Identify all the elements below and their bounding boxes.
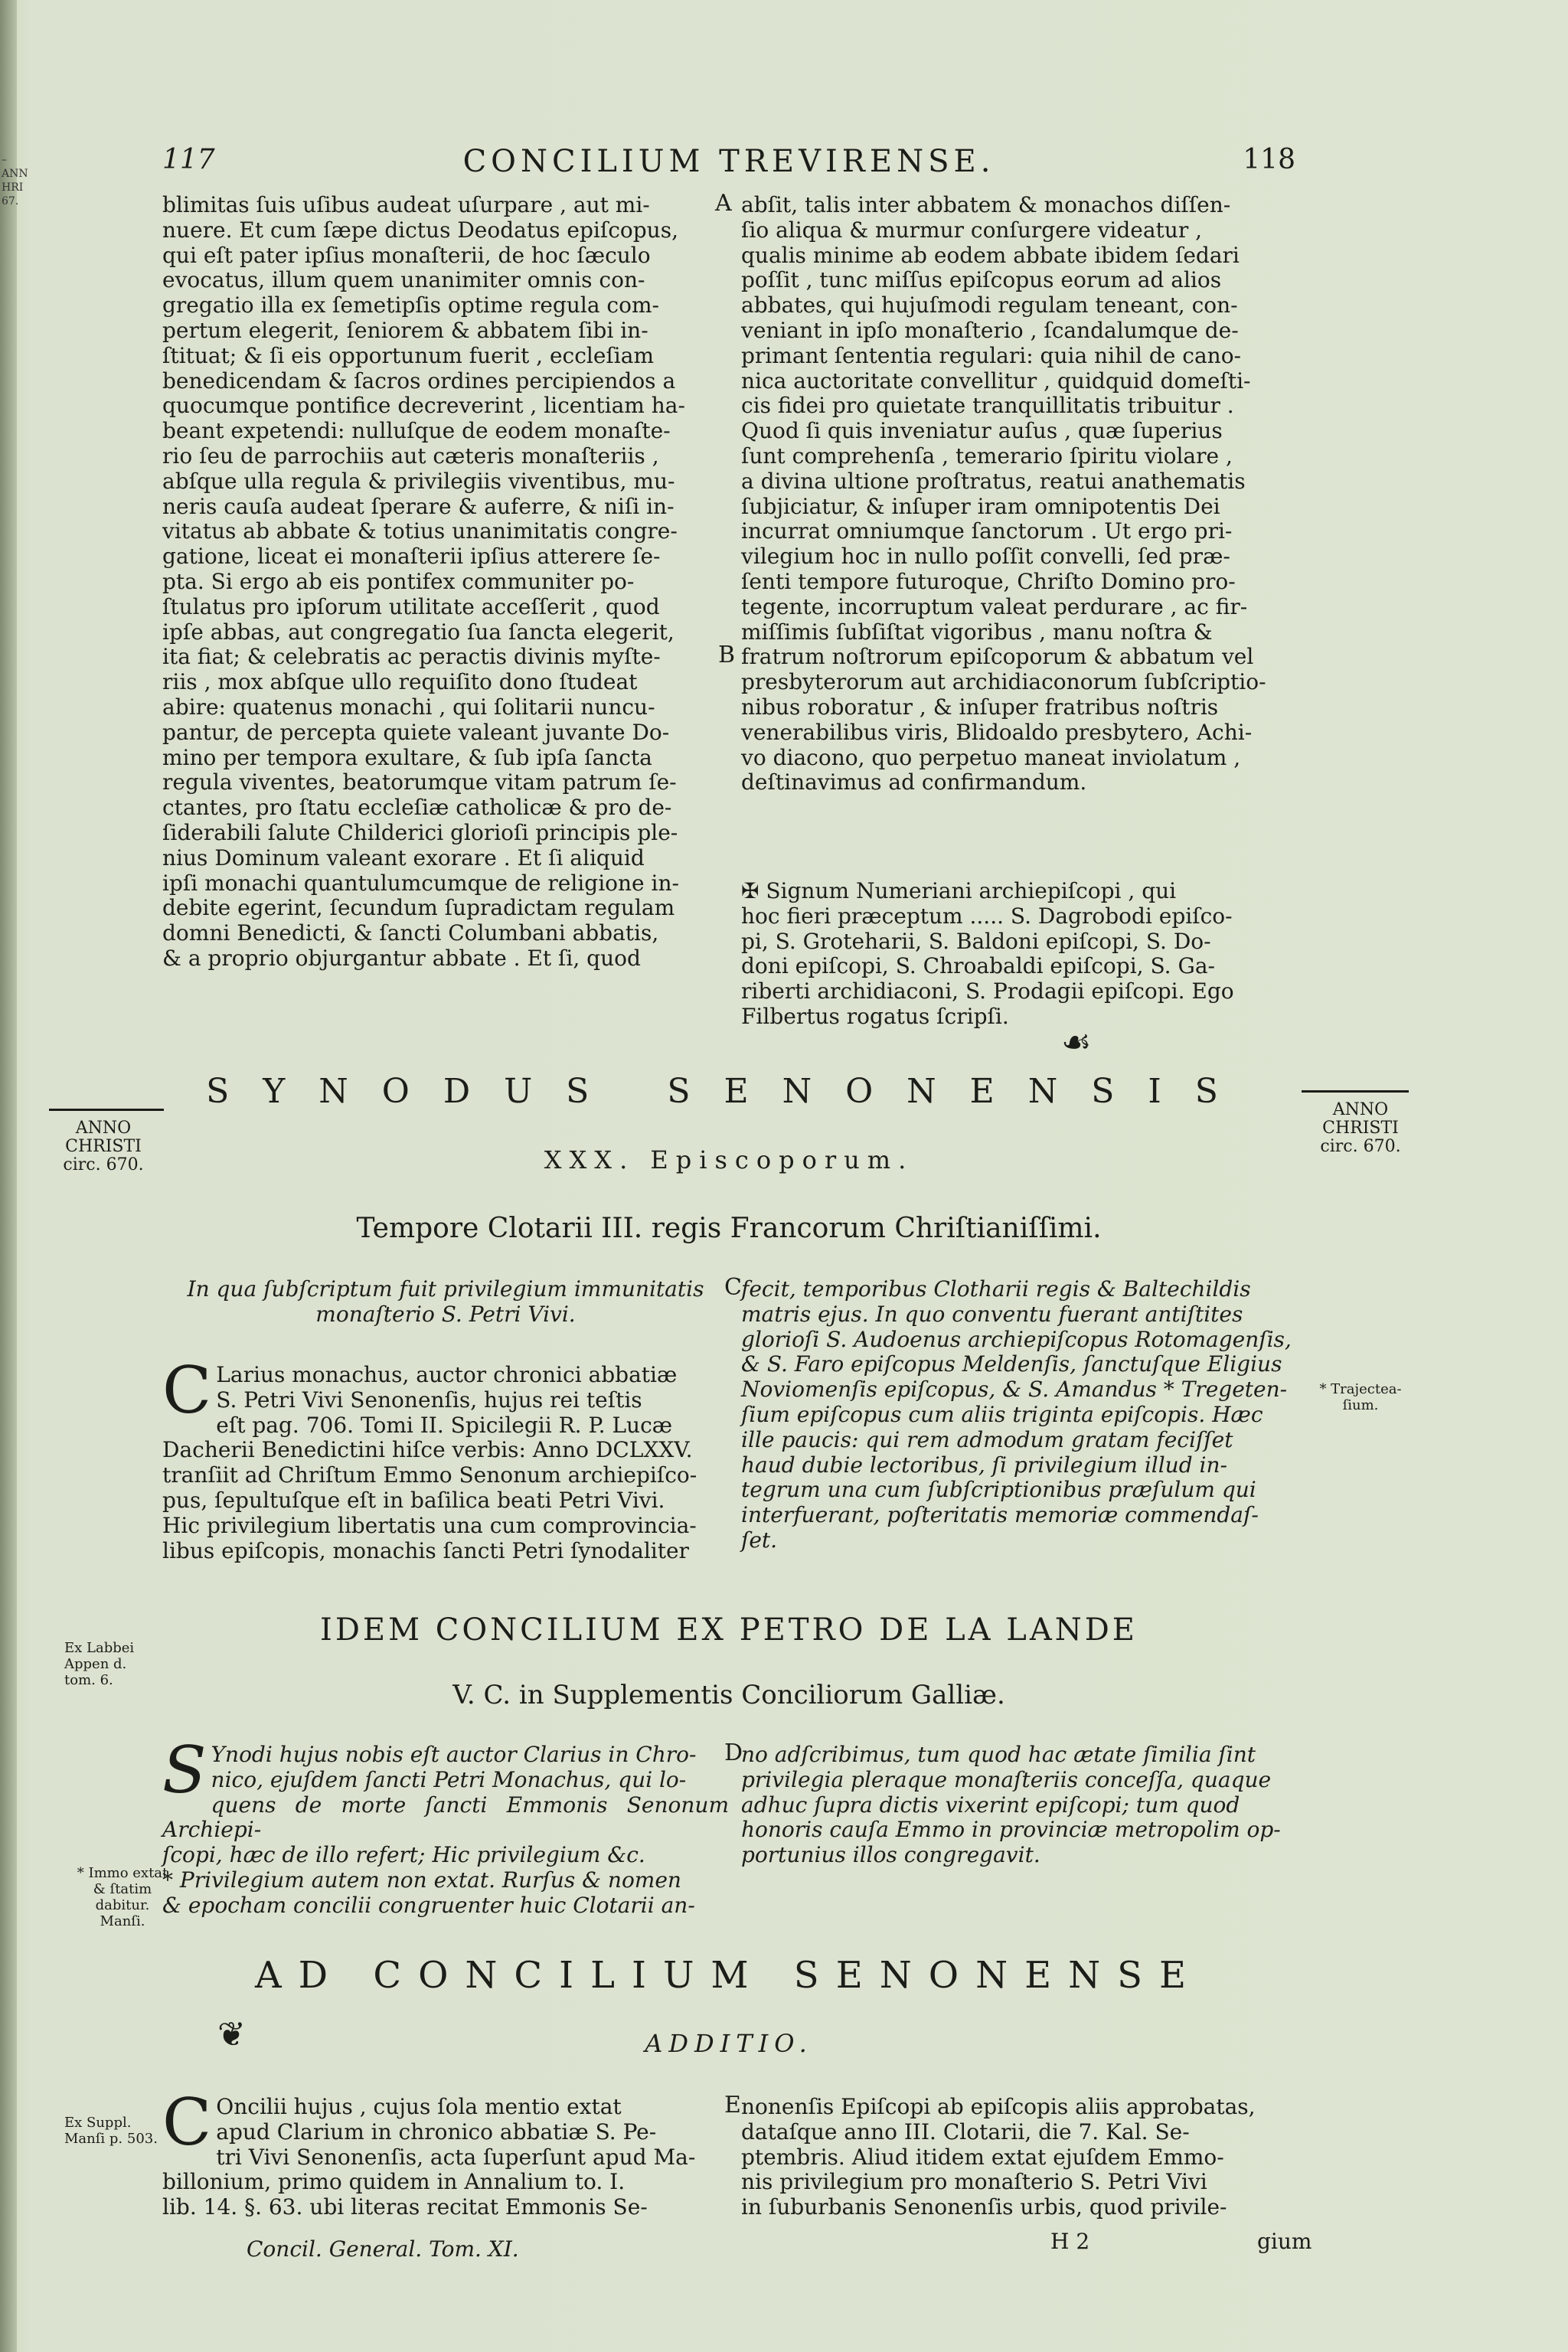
text-line: gregatio illa ex ſemetipſis optime regula com- bbox=[162, 292, 659, 318]
note-line: Ex Labbei bbox=[64, 1640, 135, 1656]
text-line: primant ſententia regulari: quia nihil de cano- bbox=[741, 342, 1242, 368]
idem-subtitle: V. C. in Supplementis Conciliorum Galliæ. bbox=[452, 1680, 1005, 1710]
text-line: incurrat omniumque ſanctorum . Ut ergo pri- bbox=[741, 518, 1233, 544]
text-line: a divina ultione proſtratus, reatui anathematis bbox=[741, 468, 1246, 494]
binding-gutter bbox=[0, 0, 17, 2352]
additio-left-column bbox=[162, 2085, 729, 2220]
text-line: qualis minime ab eodem abbate ibidem ſedari bbox=[741, 242, 1240, 268]
note-line: * Trajectea- bbox=[1319, 1381, 1402, 1397]
additio-subtitle: ADDITIO. bbox=[645, 2029, 813, 2058]
text-line: presbyterorum aut archidiaconorum ſubſcriptio- bbox=[741, 669, 1266, 695]
text-line: lib. 14. §. 63. ubi literas recitat Emmonis Se- bbox=[162, 2194, 648, 2220]
anno-line: circ. 670. bbox=[63, 1155, 144, 1174]
text-line: abire: quatenus monachi , qui ſolitarii nuncu- bbox=[162, 694, 655, 720]
signum-block bbox=[741, 879, 1302, 1030]
text-line: haud dubie lectoribus, ſi privilegium illud in- bbox=[741, 1452, 1227, 1478]
text-line: monaſterio S. Petri Vivi. bbox=[315, 1301, 576, 1327]
text-line: nibus roboratur , & inſuper fratribus noſtris bbox=[741, 694, 1219, 720]
immo-note bbox=[61, 1865, 184, 1929]
trajectensium-note bbox=[1311, 1381, 1410, 1413]
text-line: Dacherii Benedictini hiſce verbis: Anno DCLXXV. bbox=[162, 1437, 693, 1463]
text-line: tegente, incorruptum valeat perdurare , ac fir- bbox=[741, 593, 1248, 619]
text-line: ſubjiciatur, & inſuper iram omnipotentis Dei bbox=[741, 493, 1220, 519]
text-line: tranſiit ad Chriſtum Emmo Senonum archiepiſco- bbox=[162, 1462, 697, 1488]
note-line: Manſi p. 503. bbox=[64, 2131, 158, 2147]
text-line: miſſimis ſubſiſtat vigoribus , manu noſtra & bbox=[741, 619, 1213, 645]
anno-line: CHRISTI bbox=[1322, 1119, 1399, 1138]
text-line: S. Petri Vivi Senonenſis, hujus rei teſtis bbox=[216, 1387, 642, 1413]
text-line: ſunt comprehenſa , temerario ſpiritu violare , bbox=[741, 443, 1233, 469]
text-line: rio ſeu de parrochiis aut cæteris monaſteriis , bbox=[162, 443, 659, 469]
catchword: gium bbox=[1257, 2229, 1312, 2254]
rule-left bbox=[49, 1109, 164, 1111]
running-title: CONCILIUM TREVIRENSE. bbox=[462, 144, 995, 179]
text-line: ſcopi, hæc de illo refert; Hic privilegium &c. bbox=[162, 1842, 645, 1868]
text-line: ipſi monachi quantulumcumque de religione in- bbox=[162, 870, 679, 896]
synodus-subtitle: XXX. Episcoporum. bbox=[544, 1145, 914, 1174]
text-line: apud Clarium in chronico abbatiæ S. Pe- bbox=[216, 2118, 657, 2145]
text-line: ſtituat; & ſi eis opportunum fuerit , eccleſiam bbox=[162, 342, 655, 368]
text-line: Hic privilegium libertatis una cum comprovincia- bbox=[162, 1512, 697, 1538]
section1-right-column bbox=[741, 193, 1302, 795]
text-line: quocumque pontifice decreverint , licentiam ha- bbox=[162, 393, 685, 419]
text-line: ptembris. Aliud itidem extat ejuſdem Emmo- bbox=[741, 2144, 1224, 2170]
text-line: in ſuburbanis Senonenſis urbis, quod privile- bbox=[741, 2194, 1227, 2220]
signum-line: ✠ Signum Numeriani archiepiſcopi , qui bbox=[741, 878, 1177, 903]
text-line: beant expetendi: nulluſque de eodem monaſte- bbox=[162, 418, 671, 444]
text-line: ctantes, pro ſtatu eccleſiæ catholicæ & pro de- bbox=[162, 795, 672, 821]
note-line: Appen d. bbox=[64, 1656, 127, 1672]
hand-ornament-icon: ☙ bbox=[1061, 1023, 1092, 1062]
text-line: cis fidei pro quietate tranquillitatis tribuitur . bbox=[741, 393, 1234, 419]
anno-line: ANNO bbox=[75, 1119, 132, 1138]
text-line: domni Benedicti, & ſancti Columbani abbatis, bbox=[162, 920, 659, 946]
text-line: mino per tempora exultare, & ſub ipſa ſancta bbox=[162, 744, 652, 770]
dropcap-s: S bbox=[162, 1733, 207, 1808]
synodus-title: SYNODUS SENONENSIS bbox=[206, 1072, 1252, 1111]
idem-right-column bbox=[741, 1743, 1302, 1868]
text-line: & epocham concilii congruenter huic Clotarii an- bbox=[162, 1892, 695, 1918]
text-line: ſiderabili ſalute Childerici glorioſi principis ple- bbox=[162, 819, 678, 845]
text-line: abſit, talis inter abbatem & monachos diſſen- bbox=[741, 192, 1231, 217]
text-line: fratrum noſtrorum epiſcoporum & abbatum vel bbox=[741, 644, 1254, 670]
text-line: vilegium hoc in nullo poſſit convelli, ſed præ- bbox=[741, 544, 1230, 570]
text-line: glorioſi S. Audoenus archiepiſcopus Rotomagenſis, bbox=[741, 1326, 1292, 1352]
note-line: ſium. bbox=[1342, 1397, 1379, 1413]
anno-christi-left bbox=[46, 1119, 161, 1174]
text-line: tri Vivi Senonenſis, acta ſuperſunt apud Ma- bbox=[216, 2144, 696, 2170]
text-line: evocatus, illum quem unanimiter omnis con- bbox=[162, 267, 645, 293]
synodus-intro-right bbox=[741, 1277, 1302, 1553]
text-line: Ynodi hujus nobis eſt auctor Clarius in Chro- bbox=[211, 1742, 697, 1767]
text-line: nonenſis Epiſcopi ab epiſcopis aliis approbatas, bbox=[741, 2094, 1256, 2119]
text-line: benedicendam & ſacros ordines percipiendos a bbox=[162, 368, 676, 394]
text-line: dataſque anno III. Clotarii, die 7. Kal. Se- bbox=[741, 2118, 1190, 2145]
margin-letter-e: E bbox=[724, 2092, 741, 2118]
text-line: abbates, qui hujuſmodi regulam teneant, con- bbox=[741, 292, 1238, 318]
margin-letter-d: D bbox=[724, 1740, 743, 1766]
text-line: ille paucis: qui rem admodum gratam feciſſet bbox=[741, 1426, 1233, 1452]
gutter-mark: – bbox=[2, 154, 7, 166]
text-line: privilegia pleraque monaſteriis conceſſa, quaque bbox=[741, 1766, 1272, 1792]
footer-volume: Concil. General. Tom. XI. bbox=[247, 2236, 519, 2262]
section1-left-column bbox=[162, 193, 729, 972]
text-line: fecit, temporibus Clotharii regis & Baltechildis bbox=[741, 1276, 1251, 1302]
idem-left-column bbox=[162, 1733, 729, 1919]
text-line: ſio aliqua & murmur conſurgere videatur , bbox=[741, 217, 1203, 243]
page-number-left: 117 bbox=[162, 144, 215, 175]
text-line: neris cauſa audeat ſperare & auferre, & niſi in- bbox=[162, 493, 675, 519]
text-line: vitatus ab abbate & totius unanimitatis congre- bbox=[162, 518, 678, 544]
text-line: debite egerint, ſecundum ſupradictam regulam bbox=[162, 895, 675, 921]
text-line: gatione, liceat ei monaſterii ipſius atterere ſe- bbox=[162, 544, 661, 570]
anno-christi-right bbox=[1311, 1101, 1410, 1156]
additio-right-column bbox=[741, 2095, 1302, 2220]
text-line: portunius illos congregavit. bbox=[741, 1842, 1040, 1868]
signum-line: riberti archidiaconi, S. Prodagii epiſcopi. Ego bbox=[741, 978, 1234, 1004]
text-line: quens de morte ſancti Emmonis Senonum Archiepi- bbox=[162, 1792, 729, 1843]
text-line: honoris cauſa Emmo in provinciæ metropolim op- bbox=[741, 1817, 1281, 1843]
text-line: blimitas ſuis uſibus audeat uſurpare , aut mi- bbox=[162, 192, 650, 217]
text-line: no adſcribimus, tum quod hac ætate ſimilia ſint bbox=[741, 1742, 1256, 1767]
text-line: Oncilii hujus , cujus ſola mentio extat bbox=[216, 2094, 622, 2119]
text-line: pta. Si ergo ab eis pontifex communiter po- bbox=[162, 568, 635, 594]
synodus-intro-left bbox=[162, 1277, 729, 1328]
text-line: venerabilibus viris, Blidoaldo presbytero, Achi- bbox=[741, 719, 1253, 745]
gutter-mark: ANN bbox=[2, 168, 28, 180]
signature-mark: H 2 bbox=[1050, 2229, 1090, 2254]
idem-title: IDEM CONCILIUM EX PETRO DE LA LANDE bbox=[320, 1612, 1138, 1648]
text-line: vo diacono, quo perpetuo maneat inviolatum , bbox=[741, 744, 1241, 770]
page-number-right: 118 bbox=[1243, 144, 1295, 175]
text-line: ſet. bbox=[741, 1527, 778, 1553]
margin-letter-b: B bbox=[718, 642, 736, 668]
text-line: & a proprio objurgantur abbate . Et ſi, quod bbox=[162, 945, 641, 971]
text-line: Larius monachus, auctor chronici abbatiæ bbox=[216, 1362, 678, 1387]
note-line: dabitur. bbox=[95, 1897, 150, 1913]
margin-letter-a: A bbox=[715, 190, 732, 217]
anno-line: CHRISTI bbox=[65, 1137, 142, 1156]
text-line: poſſit , tunc miſſus epiſcopus eorum ad alios bbox=[741, 267, 1222, 293]
synodus-tempore: Tempore Clotarii III. regis Francorum Chriſtianiſſimi. bbox=[356, 1213, 1102, 1244]
text-line: libus epiſcopis, monachis ſancti Petri ſynodaliter bbox=[162, 1537, 689, 1563]
text-line: pus, ſepultuſque eſt in baſilica beati Petri Vivi. bbox=[162, 1487, 665, 1513]
text-line: & S. Faro epiſcopus Meldenſis, ſanctuſque Eligius bbox=[741, 1351, 1282, 1377]
text-line: deſtinavimus ad confirmandum. bbox=[741, 769, 1087, 795]
text-line: ipſe abbas, aut congregatio ſua ſancta elegerit, bbox=[162, 619, 675, 645]
text-line: abſque ulla regula & privilegiis viventibus, mu- bbox=[162, 468, 675, 494]
text-line: ſtulatus pro ipſorum utilitate acceſſerit , quod bbox=[162, 593, 660, 619]
additio-title: AD CONCILIUM SENONENSE bbox=[254, 1954, 1204, 1997]
text-line: tegrum una cum ſubſcriptionibus præſulum qui bbox=[741, 1477, 1256, 1503]
text-line: In qua ſubſcriptum fuit privilegium immunitatis bbox=[187, 1276, 704, 1302]
text-line: billonium, primo quidem in Annalium to. I. bbox=[162, 2169, 626, 2195]
text-line: ita fiat; & celebratis ac peractis divinis myſte- bbox=[162, 644, 661, 670]
text-line: Noviomenſis epiſcopus, & S. Amandus * Tregeten- bbox=[741, 1377, 1288, 1403]
text-line: ſium epiſcopus cum aliis triginta epiſcopis. Hæc bbox=[741, 1401, 1263, 1427]
text-line: nis privilegium pro monaſterio S. Petri Vivi bbox=[741, 2169, 1207, 2195]
note-line: tom. 6. bbox=[64, 1672, 113, 1688]
text-line: matris ejus. In quo conventu fuerant antiſtites bbox=[741, 1301, 1243, 1327]
text-line: qui eſt pater ipſius monaſterii, de hoc ſæculo bbox=[162, 242, 651, 268]
gutter-marginalia bbox=[2, 153, 28, 208]
text-line: veniant in ipſo monaſterio , ſcandalumque de- bbox=[741, 317, 1239, 343]
text-line: * Privilegium autem non extat. Rurſus & nomen bbox=[162, 1867, 681, 1893]
text-line: nica auctoritate convellitur , quidquid domeſti- bbox=[741, 368, 1251, 394]
signum-line: doni epiſcopi, S. Chroabaldi epiſcopi, S. Ga- bbox=[741, 953, 1215, 979]
text-line: regula viventes, beatorumque vitam patrum ſe- bbox=[162, 769, 677, 795]
rule-right bbox=[1302, 1090, 1409, 1093]
text-line: adhuc ſupra dictis vixerint epiſcopi; tum quod bbox=[741, 1792, 1240, 1818]
note-line: Manſi. bbox=[100, 1913, 145, 1929]
anno-line: circ. 670. bbox=[1320, 1137, 1401, 1156]
margin-letter-c: C bbox=[724, 1274, 742, 1301]
dropcap-c: C bbox=[162, 1353, 212, 1428]
signum-line: pi, S. Groteharii, S. Baldoni epiſcopi, S. Do- bbox=[741, 928, 1211, 954]
gutter-mark: HRI bbox=[2, 181, 24, 194]
clarius-paragraph bbox=[162, 1353, 729, 1563]
text-line: pertum elegerit, ſeniorem & abbatem ſibi in- bbox=[162, 317, 648, 343]
text-line: nius Dominum valeant exorare . Et ſi aliquid bbox=[162, 844, 645, 871]
text-line: riis , mox abſque ullo requiſito dono ſtudeat bbox=[162, 669, 638, 695]
signum-line: hoc fieri præceptum ..... S. Dagrobodi epiſco- bbox=[741, 903, 1233, 929]
text-line: nuere. Et cum ſæpe dictus Deodatus epiſcopus, bbox=[162, 217, 678, 243]
gutter-mark: 67. bbox=[2, 195, 19, 207]
dropcap-c2: C bbox=[162, 2085, 212, 2160]
note-line: * Immo extat bbox=[77, 1865, 168, 1881]
leaf-ornament-icon: ❦ bbox=[217, 2015, 246, 2054]
text-line: interfuerant, poſteritatis memoriæ commendaſ- bbox=[741, 1502, 1259, 1528]
text-line: pantur, de percepta quiete valeant juvante Do- bbox=[162, 719, 670, 745]
text-line: ſenti tempore futuroque, Chriſto Domino pro- bbox=[741, 568, 1236, 594]
text-line: eſt pag. 706. Tomi II. Spicilegii R. P. Lucæ bbox=[216, 1412, 673, 1438]
text-line: Quod ſi quis inveniatur auſus , quæ ſuperius bbox=[741, 418, 1223, 444]
signum-line: Filbertus rogatus ſcripſi. bbox=[741, 1003, 1009, 1029]
anno-line: ANNO bbox=[1332, 1100, 1389, 1119]
page-header bbox=[162, 144, 1295, 190]
text-line: nico, ejuſdem ſancti Petri Monachus, qui lo- bbox=[211, 1766, 687, 1792]
note-line: Ex Suppl. bbox=[64, 2115, 132, 2131]
note-line: & ſtatim bbox=[93, 1881, 152, 1897]
